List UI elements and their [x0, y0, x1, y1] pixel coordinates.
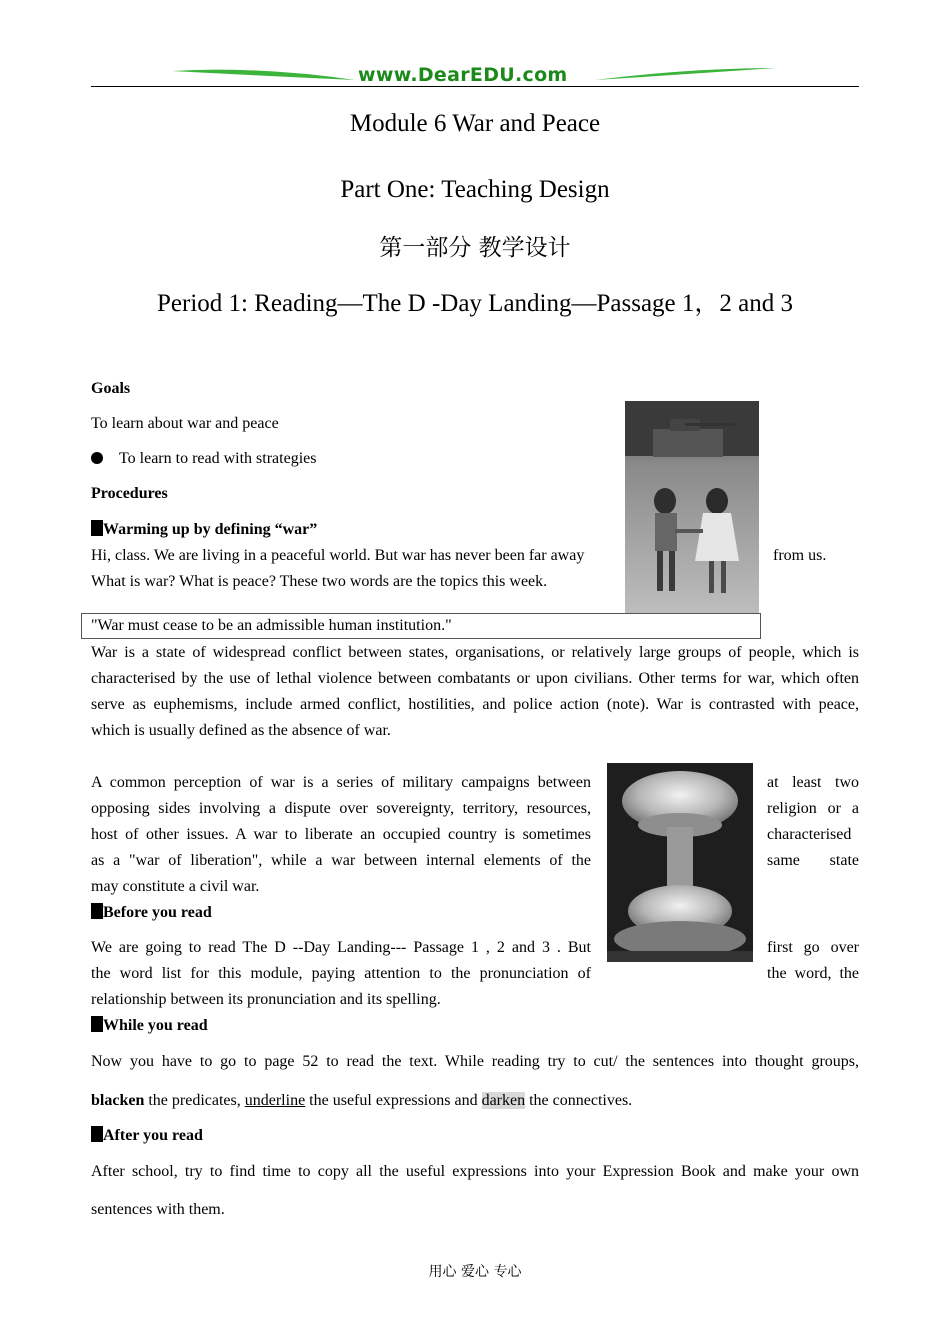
definition-line-4: which is usually defined as the absence of war. — [91, 722, 391, 739]
section-marker-icon — [91, 1126, 103, 1142]
section-marker-icon — [91, 1016, 103, 1032]
goal-item-1: To learn about war and peace — [91, 415, 279, 432]
module-title: Module 6 War and Peace — [349, 110, 601, 137]
before-right-1: first go over — [767, 939, 859, 956]
after-heading-text: After you read — [103, 1127, 203, 1144]
while-text-3: the connectives. — [525, 1092, 633, 1109]
section-marker-icon — [91, 520, 103, 536]
perception-line-5: may constitute a civil war. — [91, 878, 260, 895]
while-heading-text: While you read — [103, 1017, 208, 1034]
blacken-word: blacken — [91, 1092, 145, 1109]
perception-right-4: same state — [767, 852, 859, 869]
perception-line-1: A common perception of war is a series of military campaigns between — [91, 774, 591, 791]
before-heading-text: Before you read — [103, 904, 212, 921]
before-line-3: relationship between its pronunciation and its spelling. — [91, 991, 441, 1008]
footer-text: 用心 爱心 专心 — [428, 1264, 522, 1280]
definition-line-2: characterised by the use of lethal violence between combatants or upon civilians. Other terms for war, which often — [91, 670, 859, 687]
before-right-2: the word, the — [767, 965, 859, 982]
while-text-2: the useful expressions and — [305, 1092, 482, 1109]
header-brand: www.DearEDU.com — [358, 64, 568, 86]
goals-heading: Goals — [91, 380, 131, 397]
part-title: Part One: Teaching Design — [340, 176, 610, 203]
perception-right-2: religion or a — [767, 800, 859, 817]
mushroom-cloud-photo — [607, 763, 753, 962]
warming-line-1-end: from us. — [773, 547, 827, 564]
before-line-1: We are going to read The D --Day Landing--- Passage 1 , 2 and 3 . But — [91, 939, 591, 956]
before-line-2: the word list for this module, paying attention to the pronunciation of — [91, 965, 591, 982]
goal-item-2 — [91, 446, 316, 472]
header-rule — [91, 86, 859, 87]
perception-line-3: host of other issues. A war to liberate an occupied country is sometimes — [91, 826, 591, 843]
perception-right-1: at least two — [767, 774, 859, 791]
quote-text: "War must cease to be an admissible human institution." — [91, 617, 452, 634]
while-text-1: the predicates, — [144, 1092, 245, 1109]
procedures-heading: Procedures — [91, 485, 168, 502]
while-line-2 — [91, 1088, 632, 1114]
goal-item-2-text: To learn to read with strategies — [119, 450, 317, 467]
definition-line-1: War is a state of widespread conflict between states, organisations, or relatively large groups of people, which is — [91, 644, 859, 661]
darken-word: darken — [481, 1092, 526, 1109]
warming-line-1: Hi, class. We are living in a peaceful world. But war has never been far away — [91, 547, 585, 564]
children-photo — [625, 401, 759, 613]
underline-word: underline — [244, 1092, 306, 1109]
bullet-icon — [91, 452, 103, 464]
perception-line-2: opposing sides involving a dispute over sovereignty, territory, resources, — [91, 800, 591, 817]
perception-line-4: as a "war of liberation", while a war between internal elements of the — [91, 852, 591, 869]
warming-line-2: What is war? What is peace? These two words are the topics this week. — [91, 573, 548, 590]
perception-right-3: characterised — [767, 826, 852, 843]
after-heading — [91, 1123, 203, 1149]
warming-heading — [91, 517, 317, 543]
warming-heading-text: Warming up by defining “war” — [103, 521, 318, 538]
definition-line-3: serve as euphemisms, include armed conflict, hostilities, and police action (note). War is contrasted with peace, — [91, 696, 859, 713]
period-title: Period 1: Reading—The D -Day Landing—Passage 1，2 and 3 — [157, 290, 793, 317]
before-heading — [91, 900, 212, 926]
section-marker-icon — [91, 903, 103, 919]
after-line-1: After school, try to find time to copy all the useful expressions into your Expression Book and make your own — [91, 1163, 859, 1180]
while-line-1: Now you have to go to page 52 to read the text. While reading try to cut/ the sentences into thought groups, — [91, 1053, 859, 1070]
after-line-2: sentences with them. — [91, 1201, 225, 1218]
part-title-cn: 第一部分 教学设计 — [379, 235, 571, 261]
while-heading — [91, 1013, 208, 1039]
